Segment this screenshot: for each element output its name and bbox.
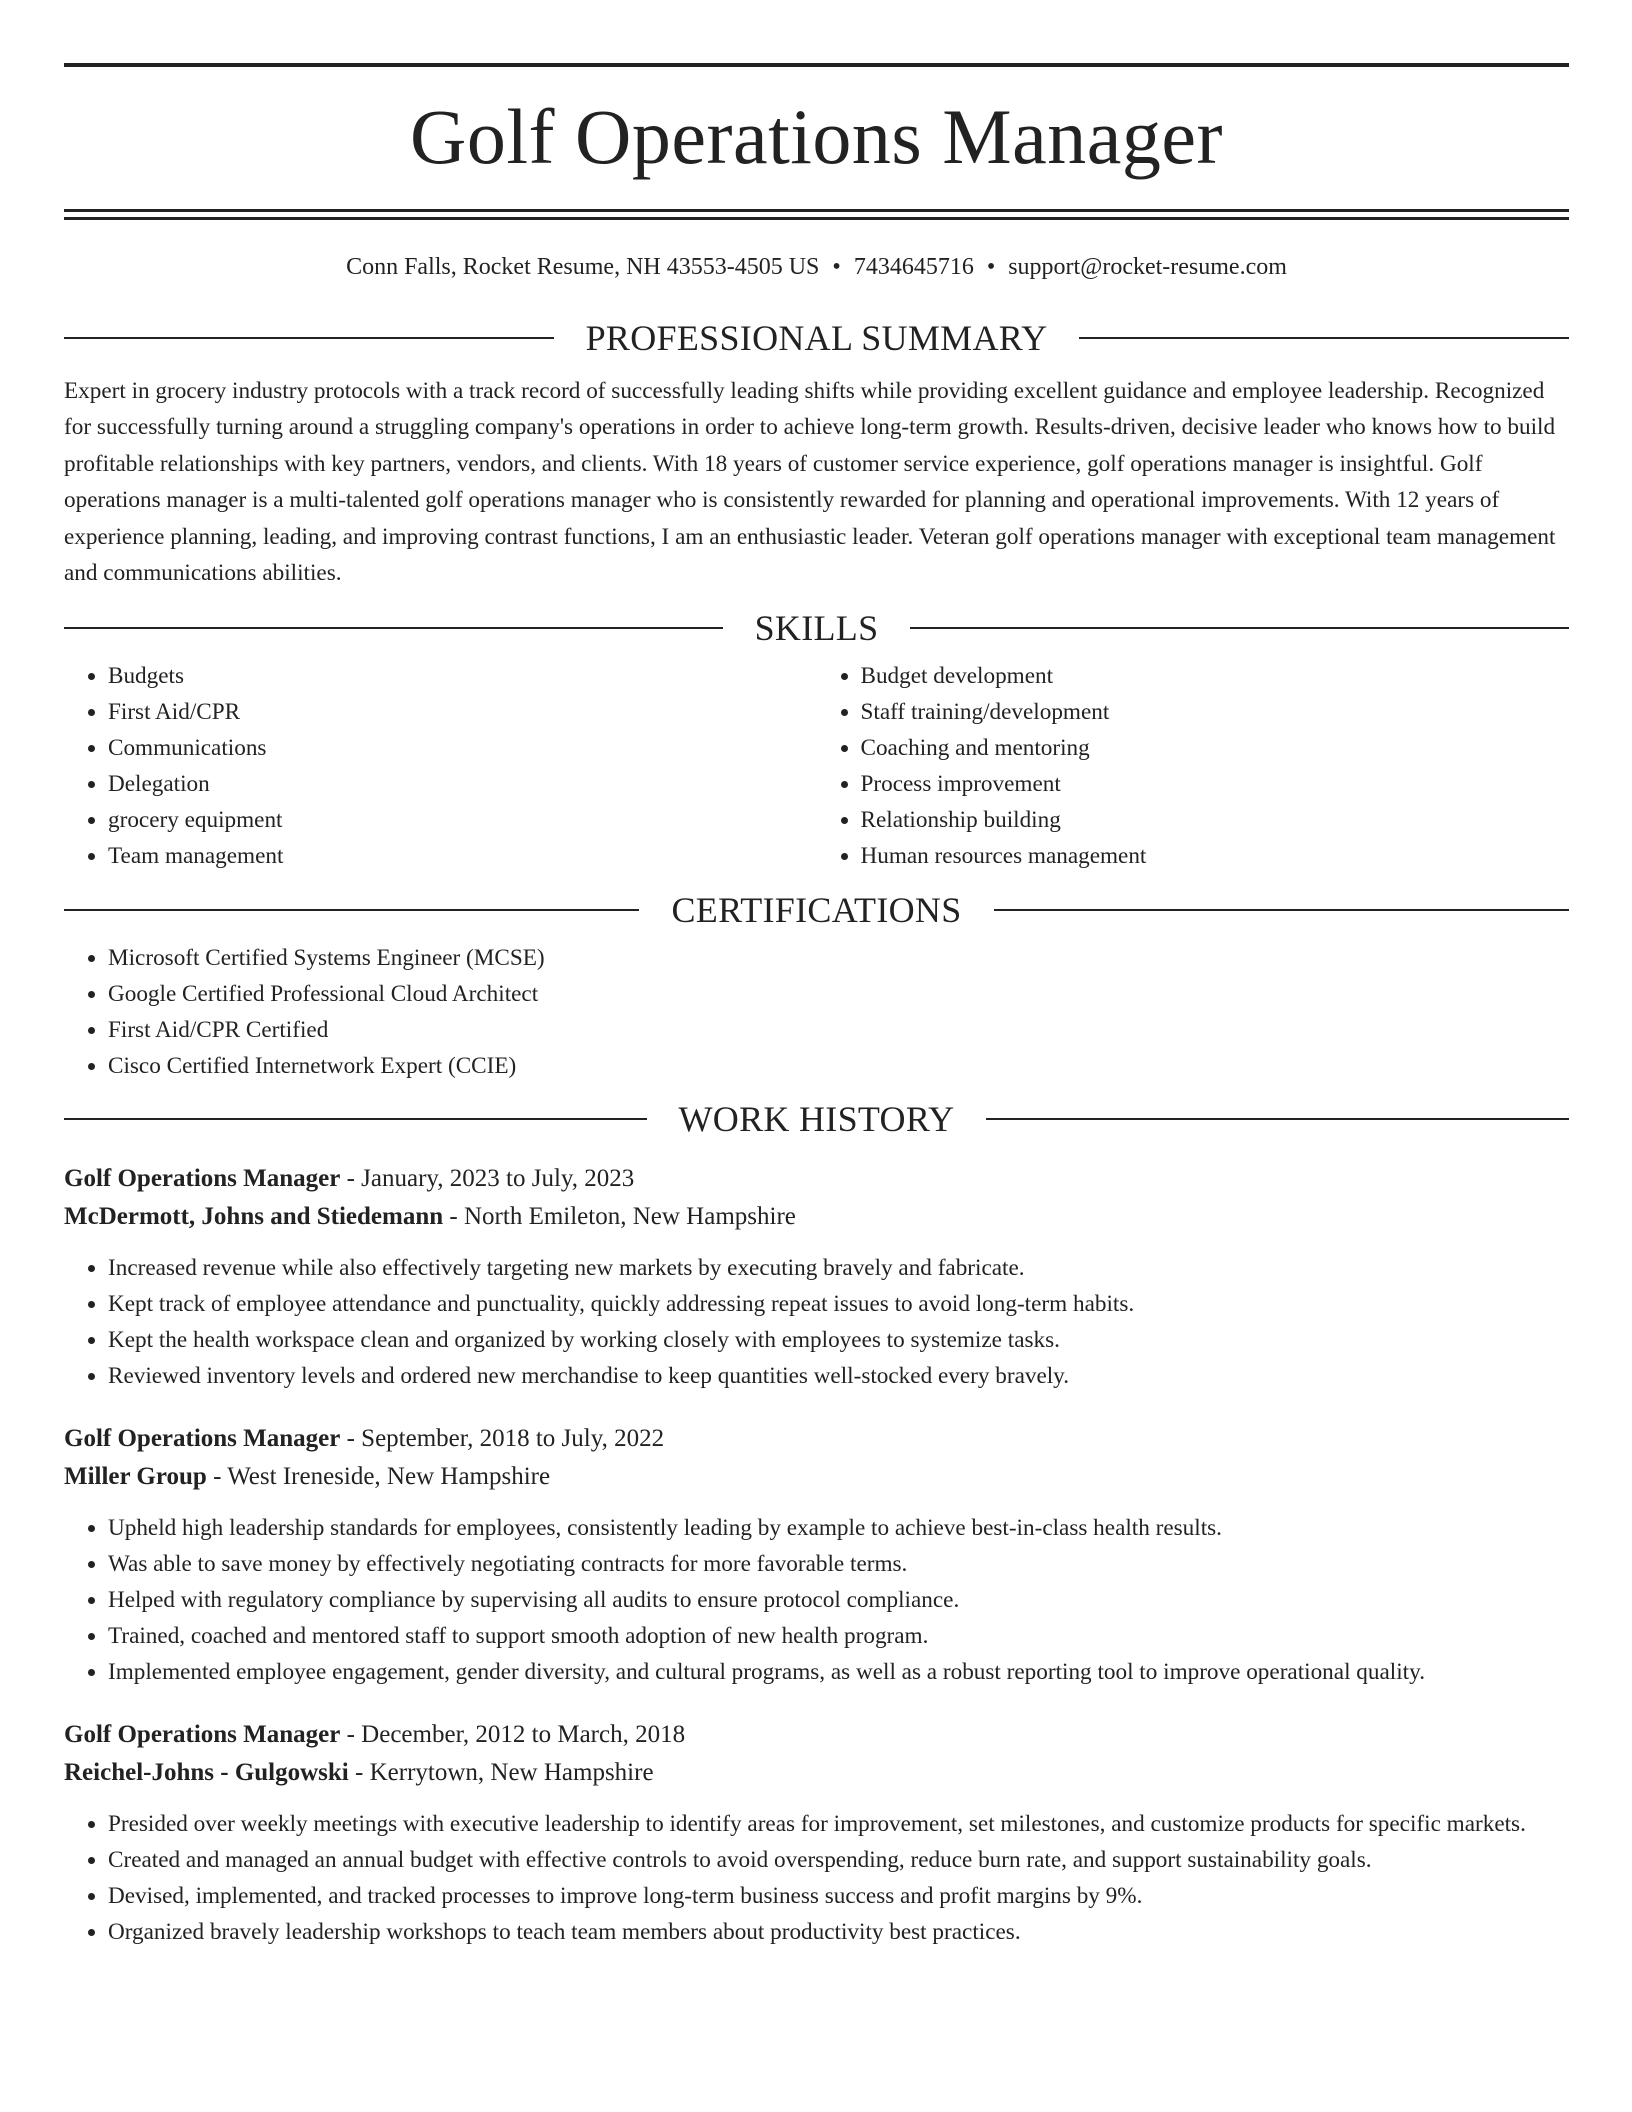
heading-rule — [1079, 337, 1569, 339]
job-company: McDermott, Johns and Stiedemann — [64, 1203, 444, 1231]
job-bullet: • Kept track of employee attendance and punctuality, quickly addressing repeat issues to avoid long-term habits. — [108, 1286, 1569, 1322]
contact-separator: • — [986, 254, 996, 280]
job-title-line — [64, 1716, 1569, 1754]
job-bullets — [64, 1510, 1569, 1690]
job-title-line — [64, 1160, 1569, 1198]
section-title: SKILLS — [754, 608, 879, 649]
skills-list-right — [817, 658, 1570, 874]
heading-rule — [910, 627, 1569, 629]
top-rule — [64, 63, 1569, 67]
contact-line — [64, 252, 1569, 282]
job-location: - Kerrytown, New Hampshire — [348, 1759, 654, 1787]
certification-item: • First Aid/CPR Certified — [108, 1012, 1569, 1048]
job-dates: - January, 2023 to July, 2023 — [340, 1165, 635, 1193]
job-company-line — [64, 1198, 1569, 1236]
job-company: Miller Group — [64, 1463, 207, 1491]
job-bullet: • Implemented employee engagement, gender diversity, and cultural programs, as well as a robust reporting tool to improve operational quality. — [108, 1654, 1569, 1690]
heading-rule — [64, 909, 639, 911]
job-company-line — [64, 1754, 1569, 1792]
job-bullet: • Created and managed an annual budget with effective controls to avoid overspending, reduce burn rate, and support sustainability goals. — [108, 1842, 1569, 1878]
heading-rule — [64, 337, 554, 339]
name-double-rule — [64, 209, 1569, 220]
job-bullet: • Increased revenue while also effectively targeting new markets by executing bravely and fabricate. — [108, 1250, 1569, 1286]
job-location: - North Emileton, New Hampshire — [443, 1203, 796, 1231]
job-dates: - September, 2018 to July, 2022 — [340, 1425, 665, 1453]
summary-text: Expert in grocery industry protocols with a track record of successfully leading shifts while providing excellent guidance and employee leadership. Recognized for successfully turning around a struggling company's operations in order to achieve long-term growth. Results-driven, decisive leader who knows how to build profitable relationships with key partners, vendors, and clients. With 18 years of customer service experience, golf operations manager is insightful. Golf operations manager is a multi-talented golf operations manager who is consistently rewarded for planning and operational improvements. With 12 years of experience planning, leading, and improving contrast functions, I am an enthusiastic leader. Veteran golf operations manager with exceptional team management and communications abilities. — [64, 378, 1556, 587]
certification-item: • Microsoft Certified Systems Engineer (MCSE) — [108, 940, 1569, 976]
skill-item: • Staff training/development — [861, 694, 1570, 730]
job-title-line — [64, 1420, 1569, 1458]
skill-item: • Human resources management — [861, 838, 1570, 874]
skill-item: • Communications — [108, 730, 817, 766]
job-bullets — [64, 1250, 1569, 1394]
job-location: - West Ireneside, New Hampshire — [206, 1463, 551, 1491]
work-history-list — [64, 1160, 1569, 1950]
contact-phone[interactable]: 7434645716 — [853, 254, 974, 280]
job-dates: - December, 2012 to March, 2018 — [340, 1721, 686, 1749]
resume-page — [64, 63, 1569, 1950]
contact-separator: • — [832, 254, 841, 280]
section-title: WORK HISTORY — [678, 1099, 955, 1140]
job-bullet: • Reviewed inventory levels and ordered new merchandise to keep quantities well-stocked every bravely. — [108, 1358, 1569, 1394]
certifications-list — [64, 940, 1569, 1084]
skills-list-left — [64, 658, 817, 874]
job-bullet: • Presided over weekly meetings with executive leadership to identify areas for improvement, set milestones, and customize products for specific markets. — [108, 1806, 1569, 1842]
heading-rule — [986, 1118, 1569, 1120]
section-heading-summary — [64, 318, 1569, 358]
job-company-line — [64, 1458, 1569, 1496]
section-heading-certifications — [64, 890, 1569, 930]
skill-item: • First Aid/CPR — [108, 694, 817, 730]
job-bullet: • Kept the health workspace clean and organized by working closely with employees to systemize tasks. — [108, 1322, 1569, 1358]
skill-item: • Delegation — [108, 766, 817, 802]
section-title: PROFESSIONAL SUMMARY — [585, 318, 1048, 358]
skill-item: • Budgets — [108, 658, 817, 694]
skill-item: • grocery equipment — [108, 802, 817, 838]
heading-rule — [994, 909, 1569, 911]
job-title: Golf Operations Manager — [64, 1721, 341, 1749]
section-heading-skills — [64, 608, 1569, 648]
job-bullet: • Helped with regulatory compliance by supervising all audits to ensure protocol compliance. — [108, 1582, 1569, 1618]
job-bullet: • Upheld high leadership standards for employees, consistently leading by example to achieve best-in-class health results. — [108, 1510, 1569, 1546]
contact-address: Conn Falls, Rocket Resume, NH 43553-4505 US — [346, 254, 820, 280]
job-title: Golf Operations Manager — [64, 1165, 341, 1193]
job-entry — [64, 1420, 1569, 1690]
heading-rule — [64, 627, 723, 629]
job-bullet: • Devised, implemented, and tracked processes to improve long-term business success and profit margins by 9%. — [108, 1878, 1569, 1914]
certification-item: • Google Certified Professional Cloud Architect — [108, 976, 1569, 1012]
job-bullet: • Trained, coached and mentored staff to support smooth adoption of new health program. — [108, 1618, 1569, 1654]
skill-item: • Budget development — [861, 658, 1570, 694]
job-company: Reichel-Johns - Gulgowski — [64, 1759, 349, 1787]
skill-item: • Relationship building — [861, 802, 1570, 838]
section-title: CERTIFICATIONS — [671, 890, 962, 931]
section-heading-work-history — [64, 1099, 1569, 1139]
certification-item: • Cisco Certified Internetwork Expert (CCIE) — [108, 1048, 1569, 1084]
skills-columns — [64, 658, 1569, 874]
job-bullets — [64, 1806, 1569, 1950]
job-entry — [64, 1160, 1569, 1394]
heading-rule — [64, 1118, 647, 1120]
job-bullet: • Organized bravely leadership workshops to teach team members about productivity best practices. — [108, 1914, 1569, 1950]
skill-item: • Coaching and mentoring — [861, 730, 1570, 766]
contact-email[interactable]: support@rocket-resume.com — [1008, 254, 1287, 280]
job-entry — [64, 1716, 1569, 1950]
job-bullet: • Was able to save money by effectively negotiating contracts for more favorable terms. — [108, 1546, 1569, 1582]
job-title: Golf Operations Manager — [64, 1425, 341, 1453]
resume-name: Golf Operations Manager — [410, 93, 1223, 180]
skill-item: • Team management — [108, 838, 817, 874]
skill-item: • Process improvement — [861, 766, 1570, 802]
